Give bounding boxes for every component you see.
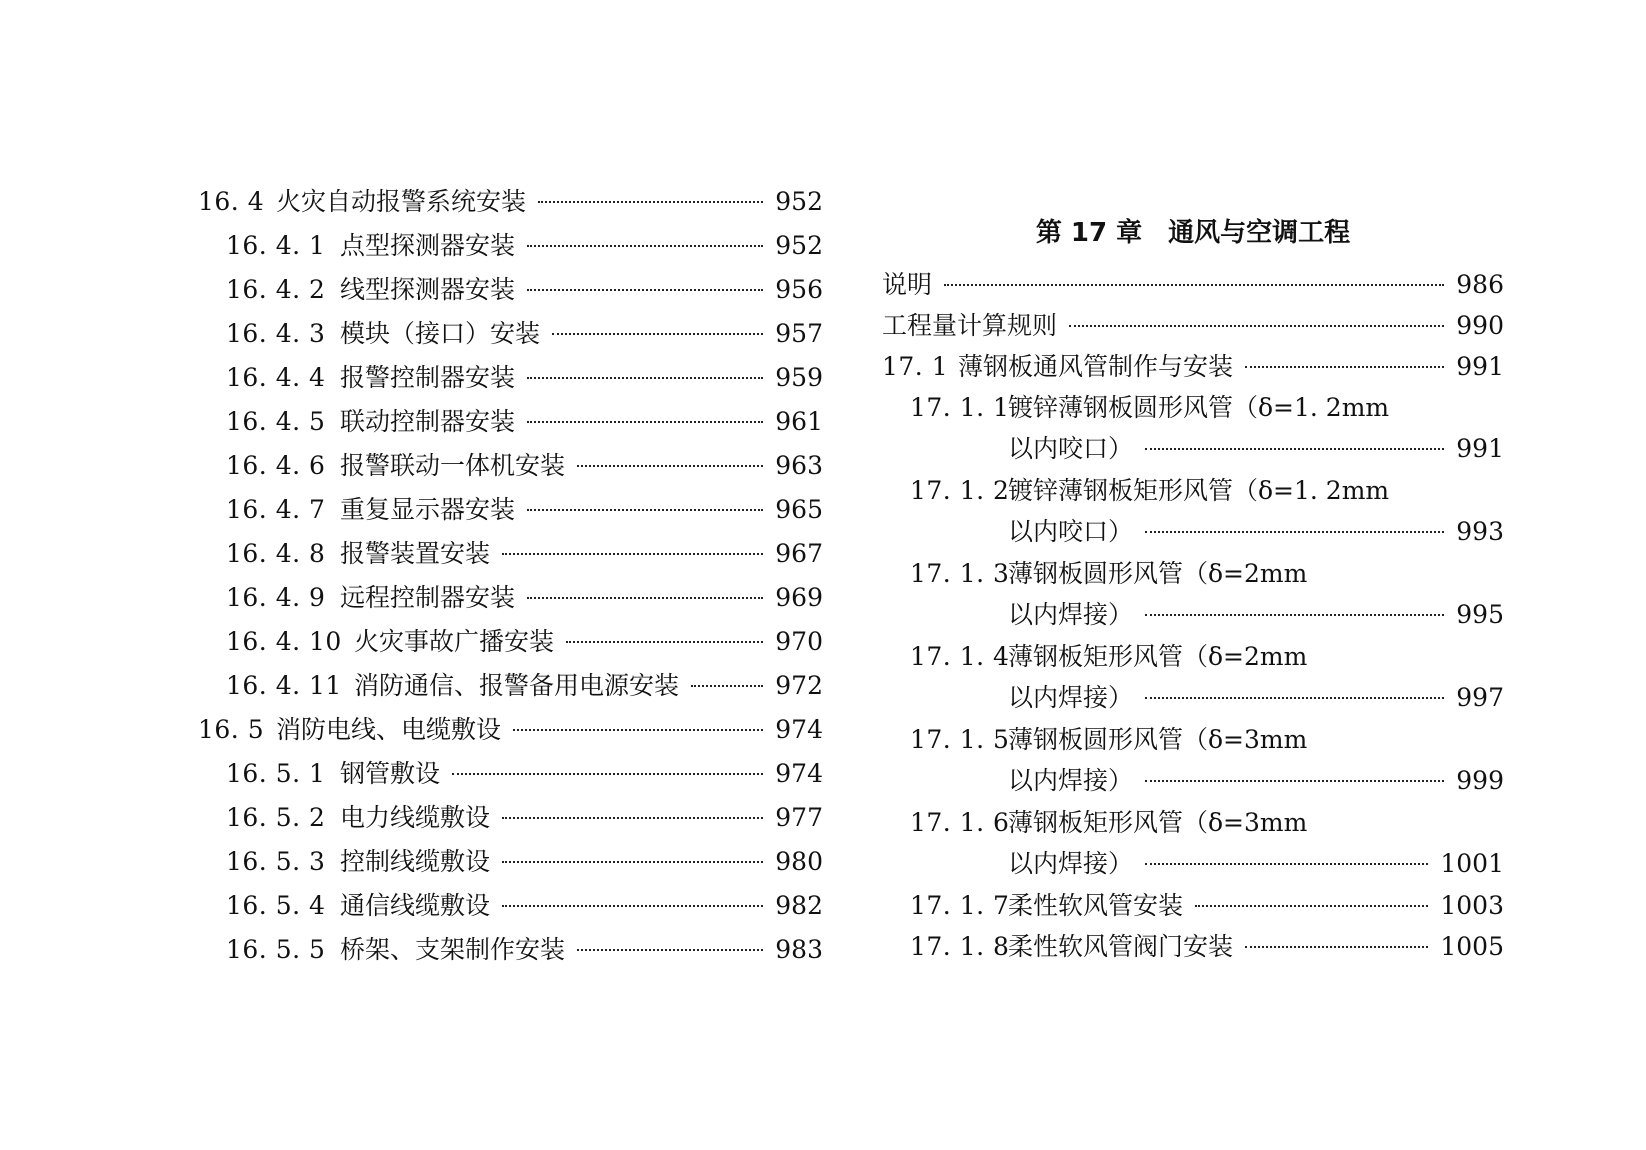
toc-entry-title: 薄钢板通风管制作与安装 (958, 352, 1234, 381)
toc-entry-continuation[interactable] (882, 514, 1504, 550)
toc-entry-title: 远程控制器安装 (340, 583, 516, 612)
toc-entry-title: 说明 (882, 270, 933, 299)
toc-entry-page-number: 983 (775, 935, 823, 964)
toc-entry[interactable] (882, 556, 1504, 592)
toc-entry[interactable] (198, 624, 823, 660)
dot-leader (577, 465, 763, 467)
toc-entry-title: 点型探测器安装 (340, 231, 516, 260)
toc-entry-title: 消防通信、报警备用电源安装 (354, 671, 680, 700)
toc-entry[interactable] (198, 272, 823, 308)
dot-leader (502, 861, 763, 863)
toc-entry-title: 联动控制器安装 (340, 407, 516, 436)
toc-entry-number: 16. 5. 3 (226, 847, 326, 876)
toc-entry[interactable] (882, 267, 1504, 303)
toc-entry-number: 16. 4. 7 (226, 495, 326, 524)
toc-entry-number: 16. 4. 9 (226, 583, 326, 612)
toc-entry[interactable] (882, 349, 1504, 385)
toc-entry-title: 重复显示器安装 (340, 495, 516, 524)
toc-entry-title: 钢管敷设 (340, 759, 441, 788)
toc-entry-number: 17. 1. 3 (910, 559, 1010, 588)
toc-entry-page-number: 982 (775, 891, 823, 920)
toc-entry-page-number: 972 (775, 671, 823, 700)
toc-entry-page-number: 980 (775, 847, 823, 876)
toc-entry-page-number: 999 (1456, 766, 1504, 795)
toc-entry-page-number: 952 (775, 187, 823, 216)
dot-leader (577, 949, 763, 951)
toc-entry-page-number: 970 (775, 627, 823, 656)
toc-entry-title: 报警装置安装 (340, 539, 491, 568)
toc-entry[interactable] (198, 536, 823, 572)
dot-leader (502, 553, 763, 555)
toc-entry-continuation[interactable] (882, 763, 1504, 799)
toc-entry-number: 17. 1. 2 (910, 476, 1010, 505)
toc-entry-page-number: 959 (775, 363, 823, 392)
dot-leader (527, 597, 763, 599)
toc-entry[interactable] (882, 390, 1504, 426)
toc-entry-page-number: 967 (775, 539, 823, 568)
toc-entry-title: 工程量计算规则 (882, 311, 1058, 340)
toc-entry[interactable] (198, 800, 823, 836)
toc-entry[interactable] (198, 844, 823, 880)
toc-entry[interactable] (198, 932, 823, 968)
toc-entry[interactable] (882, 308, 1504, 344)
dot-leader (527, 377, 763, 379)
dot-leader (1145, 614, 1444, 616)
dot-leader (502, 817, 763, 819)
toc-entry-page-number: 952 (775, 231, 823, 260)
toc-entry[interactable] (882, 473, 1504, 509)
toc-entry[interactable] (198, 668, 823, 704)
toc-entry-continuation[interactable] (882, 846, 1504, 882)
toc-entry-page-number: 993 (1456, 517, 1504, 546)
toc-entry-number: 16. 4. 6 (226, 451, 326, 480)
toc-entry-page-number: 969 (775, 583, 823, 612)
toc-entry-title: 报警控制器安装 (340, 363, 516, 392)
toc-entry-page-number: 997 (1456, 683, 1504, 712)
toc-entry-title-continued: 以内焊接） (1008, 683, 1134, 712)
toc-entry-number: 17. 1. 8 (910, 932, 1010, 961)
toc-entry-title: 通信线缆敷设 (340, 891, 491, 920)
toc-entry[interactable] (198, 580, 823, 616)
toc-entry-page-number: 991 (1456, 352, 1504, 381)
toc-entry[interactable] (198, 360, 823, 396)
toc-entry-title: 柔性软风管安装 (1008, 891, 1184, 920)
toc-entry[interactable] (198, 712, 823, 748)
toc-entry[interactable] (198, 888, 823, 924)
dot-leader (1145, 531, 1444, 533)
toc-entry[interactable] (882, 805, 1504, 841)
toc-entry-number: 16. 5 (198, 715, 265, 744)
toc-entry-page-number: 995 (1456, 600, 1504, 629)
dot-leader (691, 685, 763, 687)
toc-entry-title: 镀锌薄钢板圆形风管（δ=1. 2mm (1008, 393, 1390, 422)
dot-leader (1145, 780, 1444, 782)
dot-leader (944, 284, 1444, 286)
toc-entry-page-number: 974 (775, 715, 823, 744)
toc-entry-title: 线型探测器安装 (340, 275, 516, 304)
toc-entry-title: 薄钢板圆形风管（δ=2mm (1008, 559, 1308, 588)
dot-leader (1069, 325, 1444, 327)
toc-entry-number: 17. 1 (882, 352, 949, 381)
dot-leader (1195, 905, 1428, 907)
toc-entry[interactable] (198, 316, 823, 352)
toc-entry-title: 火灾事故广播安装 (354, 627, 555, 656)
toc-entry-number: 16. 4. 11 (226, 671, 342, 700)
toc-entry-title-continued: 以内焊接） (1008, 849, 1134, 878)
toc-entry[interactable] (882, 722, 1504, 758)
dot-leader (1145, 448, 1444, 450)
toc-entry-number: 16. 4. 8 (226, 539, 326, 568)
toc-entry-page-number: 986 (1456, 270, 1504, 299)
toc-entry-number: 16. 4. 3 (226, 319, 326, 348)
toc-entry-title-continued: 以内咬口） (1008, 434, 1134, 463)
toc-entry-continuation[interactable] (882, 680, 1504, 716)
dot-leader (527, 421, 763, 423)
toc-entry-page-number: 991 (1456, 434, 1504, 463)
toc-entry-continuation[interactable] (882, 431, 1504, 467)
dot-leader (513, 729, 763, 731)
toc-entry-title-continued: 以内咬口） (1008, 517, 1134, 546)
toc-entry-number: 17. 1. 7 (910, 891, 1010, 920)
toc-entry-number: 17. 1. 6 (910, 808, 1010, 837)
toc-entry-number: 16. 4. 4 (226, 363, 326, 392)
dot-leader (566, 641, 763, 643)
dot-leader (502, 905, 763, 907)
dot-leader (1245, 946, 1428, 948)
toc-entry-continuation[interactable] (882, 597, 1504, 633)
toc-entry-title: 消防电线、电缆敷设 (276, 715, 502, 744)
toc-entry-title: 火灾自动报警系统安装 (276, 187, 527, 216)
toc-entry-title-continued: 以内焊接） (1008, 600, 1134, 629)
toc-entry-number: 17. 1. 5 (910, 725, 1010, 754)
toc-entry-title: 电力线缆敷设 (340, 803, 491, 832)
dot-leader (452, 773, 763, 775)
dot-leader (538, 201, 763, 203)
toc-entry-title: 镀锌薄钢板矩形风管（δ=1. 2mm (1008, 476, 1390, 505)
toc-entry-page-number: 961 (775, 407, 823, 436)
toc-entry-page-number: 957 (775, 319, 823, 348)
toc-entry-page-number: 1001 (1440, 849, 1504, 878)
toc-entry[interactable] (198, 492, 823, 528)
toc-entry[interactable] (882, 888, 1504, 924)
toc-entry[interactable] (198, 448, 823, 484)
toc-entry-number: 16. 4. 1 (226, 231, 326, 260)
toc-entry-title: 模块（接口）安装 (340, 319, 541, 348)
dot-leader (552, 333, 763, 335)
toc-entry-number: 16. 4. 2 (226, 275, 326, 304)
toc-entry-number: 16. 5. 1 (226, 759, 326, 788)
toc-entry-page-number: 963 (775, 451, 823, 480)
toc-entry-page-number: 974 (775, 759, 823, 788)
dot-leader (527, 245, 763, 247)
chapter-heading: 第 17 章 通风与空调工程 (1035, 218, 1351, 248)
dot-leader (527, 509, 763, 511)
dot-leader (1145, 863, 1428, 865)
toc-entry[interactable] (198, 756, 823, 792)
toc-entry-title: 薄钢板矩形风管（δ=3mm (1008, 808, 1308, 837)
toc-entry-page-number: 1005 (1440, 932, 1504, 961)
toc-entry-title: 桥架、支架制作安装 (340, 935, 566, 964)
toc-entry-page-number: 1003 (1440, 891, 1504, 920)
toc-entry-number: 16. 5. 2 (226, 803, 326, 832)
toc-entry-number: 16. 4. 10 (226, 627, 342, 656)
toc-entry-number: 16. 5. 4 (226, 891, 326, 920)
dot-leader (1145, 697, 1444, 699)
toc-entry-number: 16. 4. 5 (226, 407, 326, 436)
toc-entry-page-number: 965 (775, 495, 823, 524)
toc-entry-title: 控制线缆敷设 (340, 847, 491, 876)
toc-entry-page-number: 977 (775, 803, 823, 832)
toc-entry-page-number: 990 (1456, 311, 1504, 340)
dot-leader (527, 289, 763, 291)
toc-entry[interactable] (882, 639, 1504, 675)
toc-entry-number: 17. 1. 1 (910, 393, 1010, 422)
toc-entry[interactable] (198, 228, 823, 264)
toc-entry[interactable] (198, 404, 823, 440)
toc-entry-number: 16. 4 (198, 187, 265, 216)
dot-leader (1245, 366, 1444, 368)
toc-entry[interactable] (882, 929, 1504, 965)
toc-entry-title-continued: 以内焊接） (1008, 766, 1134, 795)
toc-entry-number: 17. 1. 4 (910, 642, 1010, 671)
toc-entry[interactable] (198, 184, 823, 220)
toc-entry-page-number: 956 (775, 275, 823, 304)
toc-entry-title: 柔性软风管阀门安装 (1008, 932, 1234, 961)
toc-entry-title: 薄钢板矩形风管（δ=2mm (1008, 642, 1308, 671)
toc-entry-number: 16. 5. 5 (226, 935, 326, 964)
toc-entry-title: 薄钢板圆形风管（δ=3mm (1008, 725, 1308, 754)
toc-entry-title: 报警联动一体机安装 (340, 451, 566, 480)
